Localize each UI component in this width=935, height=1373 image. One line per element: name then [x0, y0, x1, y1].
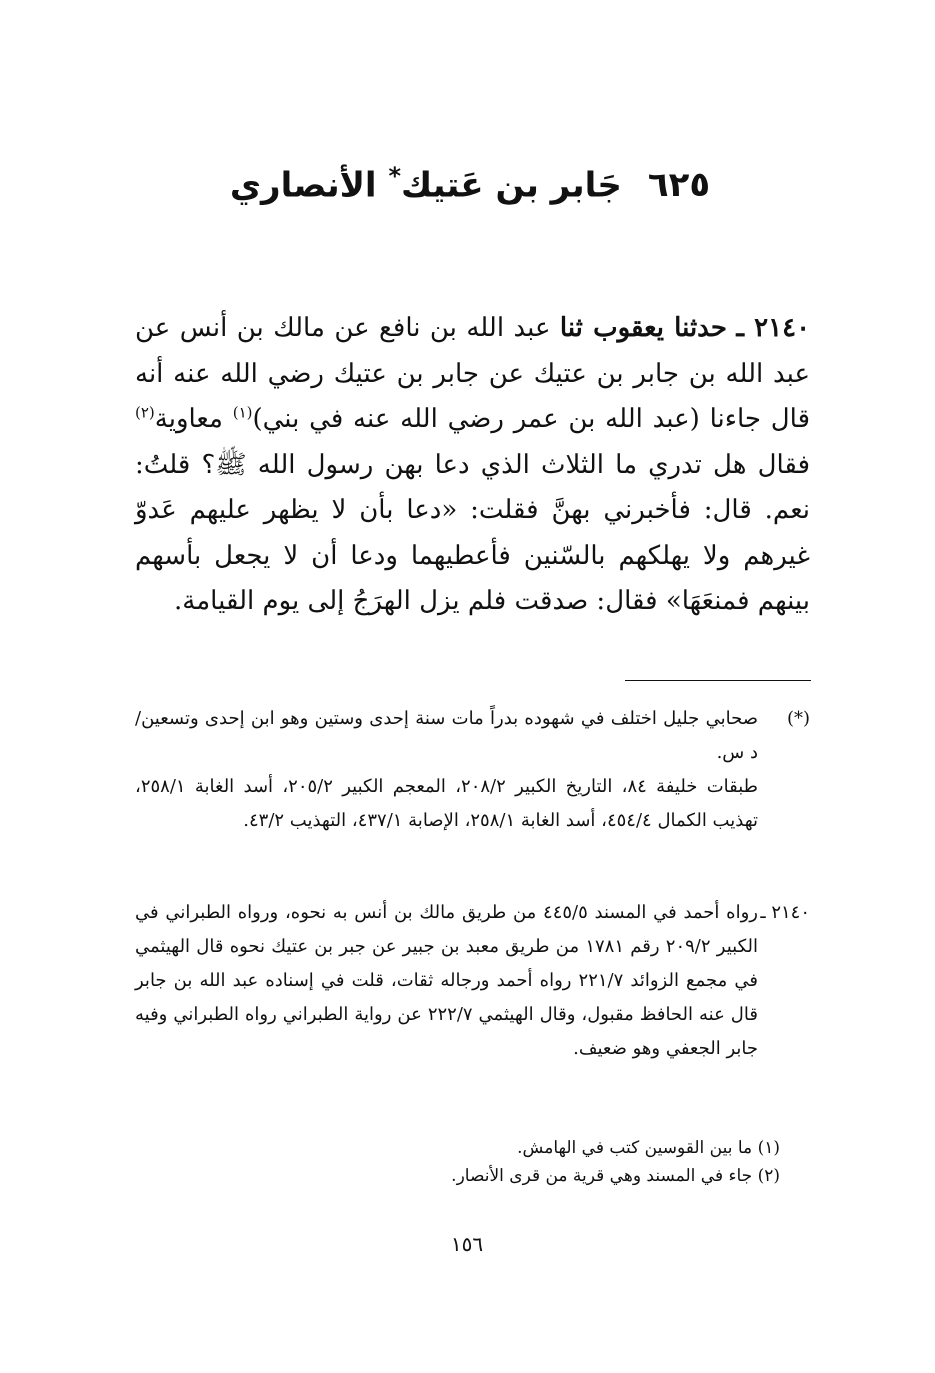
footnote-star-sources: طبقات خليفة ٨٤، التاريخ الكبير ٢٠٨/٢، المعجم الكبير ٢٠٥/٢، أسد الغابة ٢٥٨/١، تهذيب الكمال ٤٥٤/٤، أسد الغابة ٢٥٨/١، الإصابة ٤٣٧/١، التهذيب ٤٣/٢.	[135, 776, 759, 831]
footnote-1-label: (١)	[757, 1138, 780, 1158]
hadith-text-part-a: عبد الله بن نافع عن مالك بن أنس عن عبد الله بن جابر بن عتيك عن جابر بن عتيك رضي الله عنه أنه قال جاءنا (عبد الله بن عمر رضي الله عنه في بني)	[135, 313, 811, 434]
chapter-name: جَابر بن عَتيك	[401, 165, 622, 206]
hadith-text-part-c: فقال هل تدري ما الثلاث الذي دعا بهن رسول الله ﷺ؟ قلتُ: نعم. قال: فأخبرني بهنَّ فقلت: «دعا بأن لا يظهر عليهم عَدوّ غيرهم ولا يهلكهم بالسّنين فأعطيهما ودعا أن لا يجعل بأسهم بينهم فمنعَهَا» فقال: صدقت فلم يزل الهرَجُ إلى يوم القيامة.	[135, 449, 810, 616]
footnote-star-label: (*)	[786, 708, 810, 729]
hadith-number: ٢١٤٠ ـ	[736, 313, 811, 343]
page-number: ١٥٦	[450, 1232, 484, 1256]
footnote-2-text: جاء في المسند وهي قرية من قرى الأنصار.	[451, 1166, 753, 1186]
chapter-number: ٦٢٥	[647, 165, 711, 206]
footnote-2140-text: رواه أحمد في المسند ٤٤٥/٥ من طريق مالك بن أنس به نحوه، ورواه الطبراني في الكبير ٢٠٩/٢ رقم ١٧٨١ من طريق معبد بن جبير عن جبر بن عتيك نحوه قال الهيثمي في مجمع الزوائد ٢٢١/٧ رواه أحمد ورجاله ثقات، قلت في إسناده عبد الله بن جابر قال عنه الحافظ مقبول، وقال الهيثمي ٢٢٢/٧ عن رواية الطبراني رواه الطبراني وفيه جابر الجعفي وهو ضعيف.	[135, 902, 758, 1059]
footnote-star	[135, 702, 810, 838]
footnote-2140	[135, 896, 810, 1066]
footnote-1-text: ما بين القوسين كتب في الهامش.	[517, 1138, 753, 1158]
hadith-opening: حدثنا يعقوب ثنا	[559, 313, 727, 343]
footnote-ref-2: (٢)	[135, 403, 155, 422]
footnote-2-label: (٢)	[757, 1166, 780, 1186]
footnote-1	[330, 1134, 810, 1162]
heading-footnote-marker: *	[388, 162, 401, 190]
footnote-ref-1: (١)	[232, 403, 253, 422]
footnote-separator	[625, 680, 811, 681]
chapter-heading	[130, 162, 810, 205]
footnote-star-bio: صحابي جليل اختلف في شهوده بدراً مات سنة إحدى وستين وهو ابن إحدى وتسعين/د س.	[135, 708, 758, 763]
footnote-2140-label: ٢١٤٠ ـ	[760, 902, 810, 923]
chapter-name-suffix: الأنصاري	[229, 165, 377, 206]
footnote-2	[330, 1162, 810, 1190]
hadith-text-part-b: معاوية	[154, 404, 223, 434]
hadith-text	[135, 306, 810, 625]
